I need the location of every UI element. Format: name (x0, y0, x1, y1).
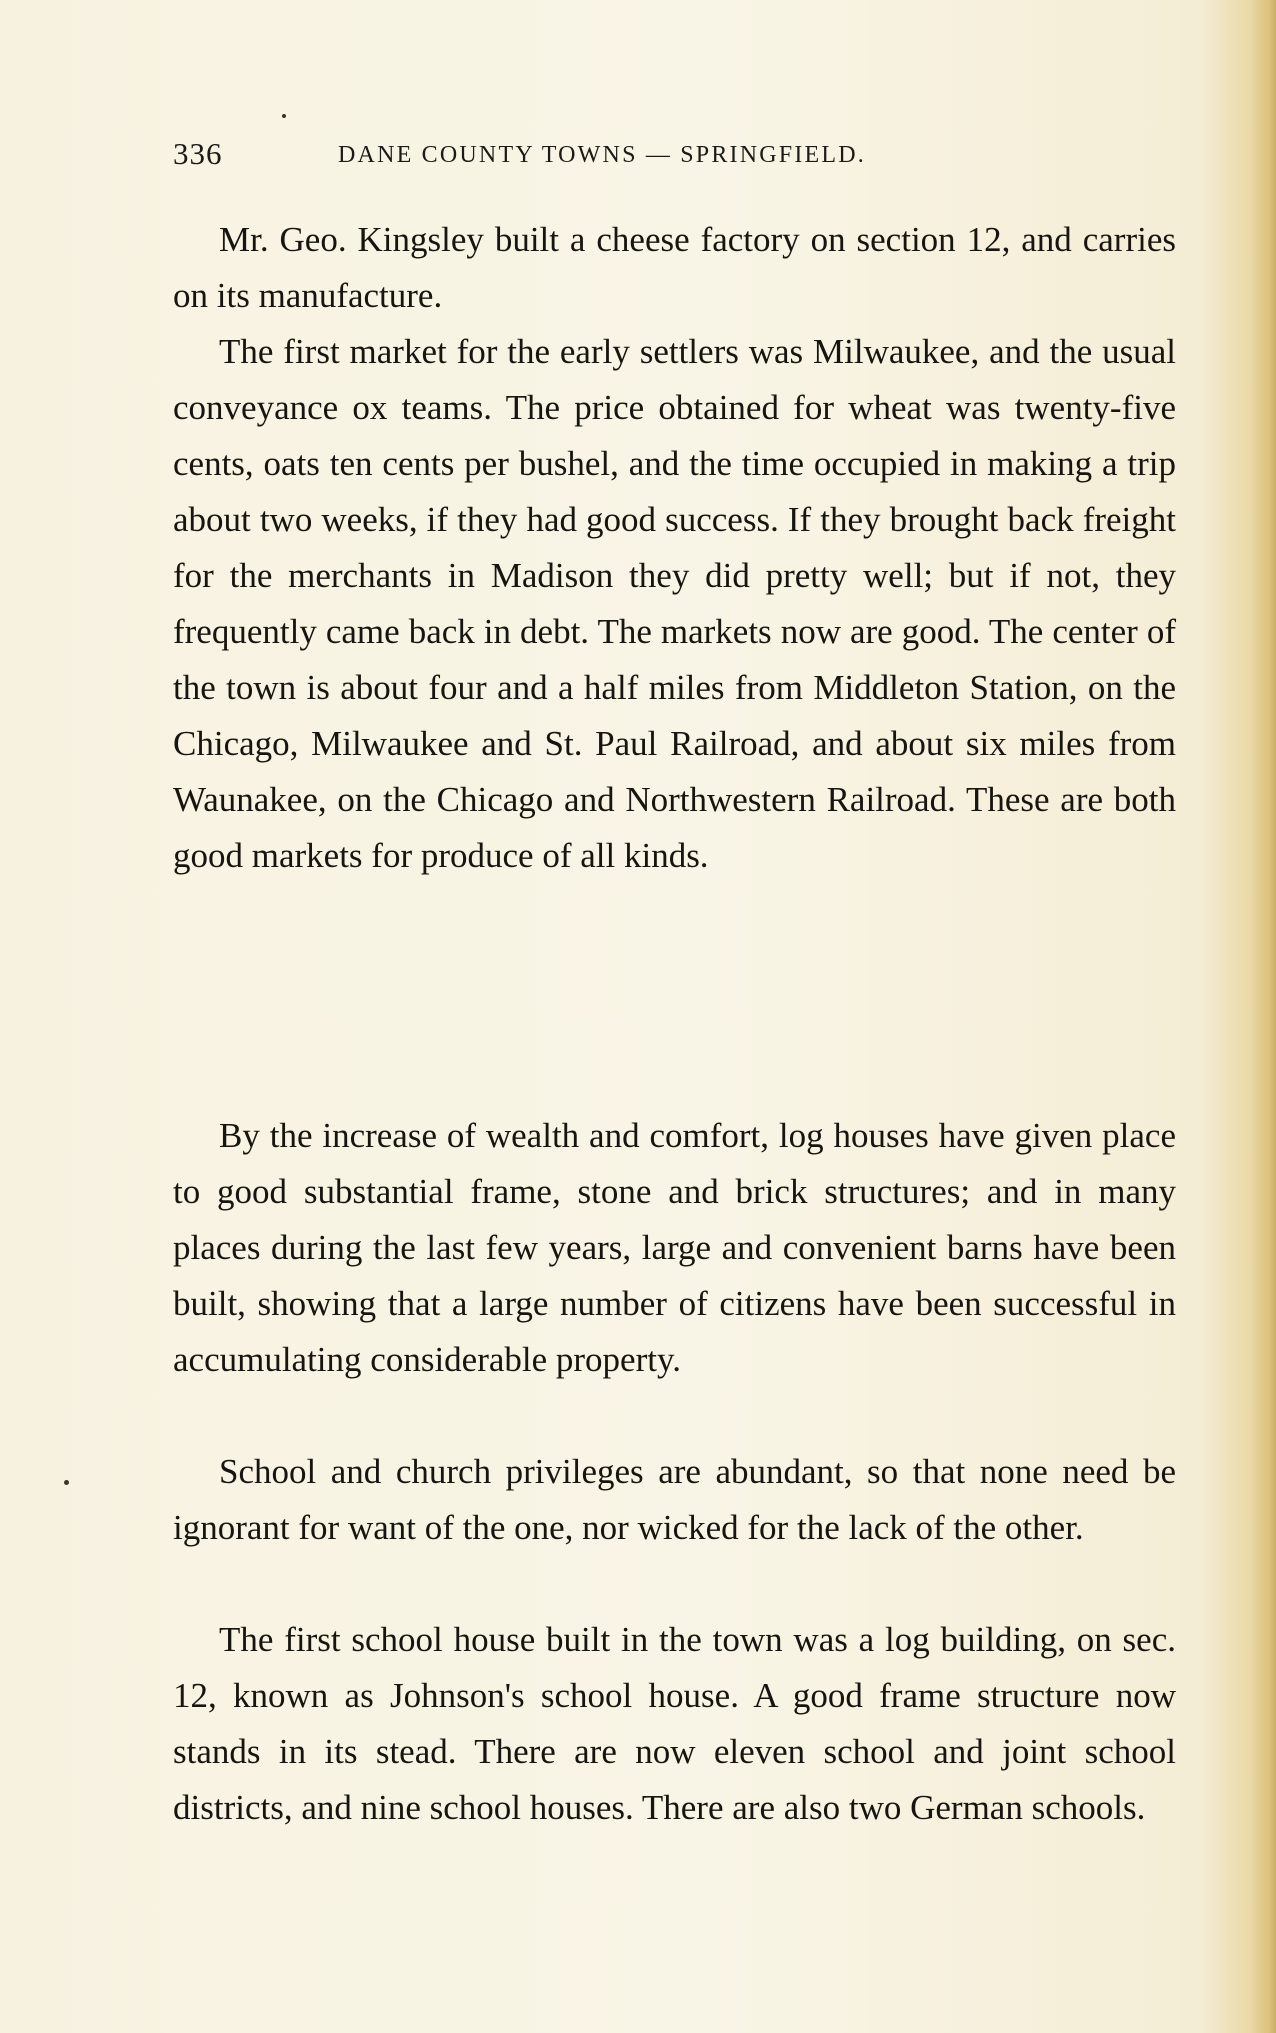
body-text (173, 212, 1176, 1948)
ink-speck (64, 1480, 69, 1485)
page-number: 336 (173, 136, 223, 171)
paragraph-school-church: School and church privileges are abundant, so that none need be ignorant for want of the one, nor wicked for the lack of the other. (173, 1452, 1176, 1547)
ink-speck (282, 114, 286, 118)
running-header (173, 136, 1073, 176)
running-title: DANE COUNTY TOWNS — SPRINGFIELD. (338, 142, 866, 168)
paragraph-first-market: The first market for the early settlers was Milwaukee, and the usual conveyance ox teams. The price obtained for wheat was twenty-five cents, oats ten cents per bushel, and the time occupied in making a trip about two weeks, if they had good success. If they brought back freight for the merchants in Madison they did pretty well; but if not, they frequently came back in debt. The markets now are good. The center of the town is about four and a half miles from Middleton Station, on the Chicago, Milwaukee and St. Paul Railroad, and about six miles from Waunakee, on the Chicago and Northwestern Railroad. These are both good markets for produce of all kinds. (173, 332, 1176, 875)
page-edge-shadow (1250, 0, 1276, 2033)
paragraph-wealth-comfort: By the increase of wealth and comfort, log houses have given place to good substantial frame, stone and brick structures; and in many places during the last few years, large and convenient barns have been built, showing that a large number of citizens have been successful in accumulating considerable property. (173, 1116, 1176, 1379)
paragraph-cheese-factory: Mr. Geo. Kingsley built a cheese factory on section 12, and carries on its manufacture. (173, 220, 1176, 315)
paragraph-first-school-house: The first school house built in the town was a log building, on sec. 12, known as Johnson's school house. A good frame structure now stands in its stead. There are now eleven school and joint school districts, and nine school houses. There are also two German schools. (173, 1620, 1176, 1827)
